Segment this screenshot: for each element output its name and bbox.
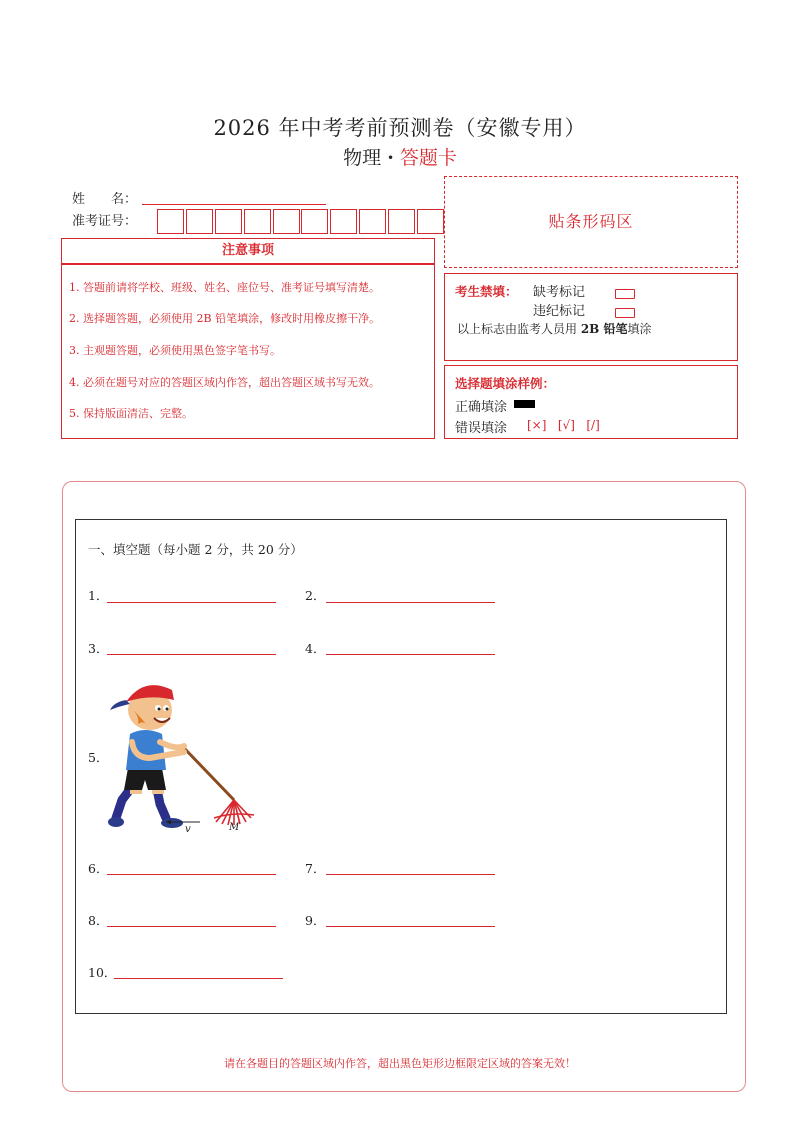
id-digit-box[interactable] bbox=[186, 209, 213, 234]
exam-subtitle bbox=[0, 143, 800, 170]
question-number: 9． bbox=[305, 913, 326, 928]
candidate-forbidden-box bbox=[444, 273, 738, 361]
wrong-fill-label: 错误填涂 bbox=[455, 421, 508, 436]
subject-label: 物理 bbox=[343, 147, 382, 169]
id-digit-box[interactable] bbox=[330, 209, 357, 234]
name-field[interactable] bbox=[142, 203, 326, 205]
correct-fill-label: 正确填涂 bbox=[455, 400, 508, 415]
forbid-note-suffix: 填涂 bbox=[627, 322, 652, 336]
exam-title: 2026 年中考考前预测卷（安徽专用） bbox=[213, 116, 587, 140]
forbid-note bbox=[457, 320, 652, 337]
answer-line-2[interactable] bbox=[326, 602, 495, 603]
id-digit-box[interactable] bbox=[273, 209, 300, 234]
name-label: 姓 名： bbox=[72, 192, 138, 207]
notice-item: 2. 选择题答题，必须使用 2B 铅笔填涂，修改时用橡皮擦干净。 bbox=[69, 312, 381, 325]
correct-fill-sample bbox=[514, 400, 535, 408]
wrong-mark-cross: [×] bbox=[527, 418, 547, 432]
id-digit-box[interactable] bbox=[301, 209, 328, 234]
id-digit-box[interactable] bbox=[417, 209, 444, 234]
notice-item: 1. 答题前请将学校、班级、姓名、座位号、准考证号填写清楚。 bbox=[69, 281, 380, 294]
barcode-area bbox=[444, 176, 738, 268]
answer-line-6[interactable] bbox=[107, 874, 276, 875]
id-digit-box[interactable] bbox=[157, 209, 184, 234]
violation-mark-label: 违纪标记 bbox=[533, 304, 586, 319]
velocity-label: v bbox=[185, 824, 191, 835]
answer-line-10[interactable] bbox=[114, 978, 283, 979]
fill-in-section bbox=[75, 519, 727, 1014]
fill-sample-box bbox=[444, 365, 738, 439]
notice-item: 4. 必须在题号对应的答题区域内作答，超出答题区域书写无效。 bbox=[69, 376, 380, 389]
section-heading: 一、填空题（每小题 2 分，共 20 分） bbox=[88, 542, 303, 557]
notice-item: 3. 主观题答题，必须使用黑色签字笔书写。 bbox=[69, 344, 281, 357]
exam-id-label: 准考证号： bbox=[72, 214, 138, 229]
forbid-note-prefix: 以上标志由监考人员用 bbox=[457, 322, 581, 336]
notice-title: 注意事项 bbox=[61, 238, 435, 264]
question-number: 10． bbox=[88, 965, 117, 980]
wrong-mark-slash: [/] bbox=[586, 418, 600, 432]
absent-mark-box[interactable] bbox=[615, 289, 635, 299]
question-number: 4． bbox=[305, 641, 326, 656]
barcode-label: 贴条形码区 bbox=[548, 212, 634, 231]
absent-mark-label: 缺考标记 bbox=[533, 285, 586, 300]
forbid-note-bold: 2B 铅笔 bbox=[580, 322, 628, 336]
id-digit-box[interactable] bbox=[244, 209, 271, 234]
boy-raking-figure bbox=[104, 672, 260, 838]
question-number: 3． bbox=[88, 641, 109, 656]
notice-box bbox=[61, 264, 435, 439]
answer-line-4[interactable] bbox=[326, 654, 495, 655]
title-separator: · bbox=[387, 147, 394, 169]
id-digit-box[interactable] bbox=[388, 209, 415, 234]
exam-id-boxes[interactable] bbox=[157, 209, 446, 234]
question-number: 2． bbox=[305, 588, 326, 603]
question-number: 8． bbox=[88, 913, 109, 928]
wrong-mark-check: [√] bbox=[557, 418, 575, 432]
answer-line-3[interactable] bbox=[107, 654, 276, 655]
footer-warning: 请在各题目的答题区域内作答，超出黑色矩形边框限定区域的答案无效！ bbox=[224, 1057, 576, 1070]
answer-line-8[interactable] bbox=[107, 926, 276, 927]
answer-line-9[interactable] bbox=[326, 926, 495, 927]
mass-label: M bbox=[229, 822, 240, 833]
id-digit-box[interactable] bbox=[215, 209, 242, 234]
answer-line-7[interactable] bbox=[326, 874, 495, 875]
question-number: 5． bbox=[88, 750, 109, 765]
question-number: 1． bbox=[88, 588, 109, 603]
id-digit-box[interactable] bbox=[359, 209, 386, 234]
answer-line-1[interactable] bbox=[107, 602, 276, 603]
violation-mark-box[interactable] bbox=[615, 308, 635, 318]
forbid-title: 考生禁填： bbox=[455, 284, 518, 299]
notice-item: 5. 保持版面清洁、完整。 bbox=[69, 407, 193, 420]
sample-title: 选择题填涂样例： bbox=[455, 376, 556, 391]
question-number: 6． bbox=[88, 861, 109, 876]
question-number: 7． bbox=[305, 861, 326, 876]
answer-card-label: 答题卡 bbox=[399, 147, 457, 169]
